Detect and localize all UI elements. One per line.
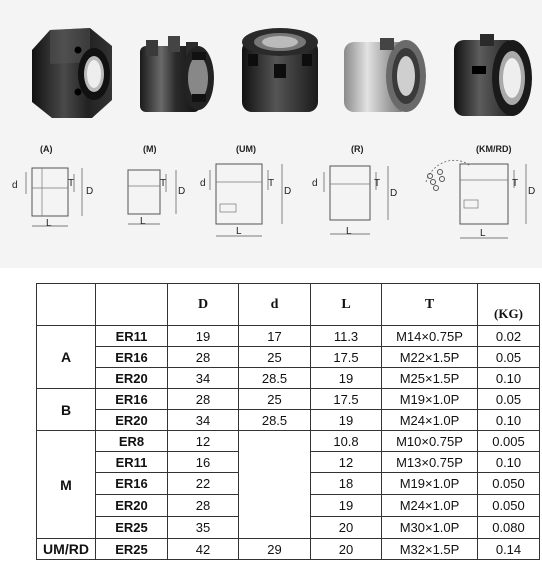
dim-t-label: T bbox=[268, 178, 275, 189]
weight-cell: 0.10 bbox=[478, 452, 540, 473]
length-cell: 18 bbox=[311, 473, 382, 495]
model-cell: ER20 bbox=[96, 495, 168, 517]
outer-diameter-cell: 12 bbox=[168, 431, 239, 452]
length-cell: 19 bbox=[311, 410, 382, 431]
drawing-r bbox=[310, 156, 400, 246]
header-thread: T bbox=[382, 284, 478, 326]
drawing-a bbox=[10, 158, 100, 236]
nut-photo-a bbox=[28, 22, 116, 122]
nut-photo-um bbox=[236, 24, 324, 120]
table-row bbox=[37, 431, 540, 452]
table-row bbox=[37, 539, 540, 560]
weight-cell: 0.05 bbox=[478, 389, 540, 410]
drawing-um bbox=[198, 156, 298, 246]
length-cell: 17.5 bbox=[311, 389, 382, 410]
inner-diameter-cell: 28.5 bbox=[239, 410, 311, 431]
drawing-km bbox=[420, 152, 536, 248]
model-cell: ER16 bbox=[96, 473, 168, 495]
inner-diameter-cell bbox=[239, 431, 311, 539]
inner-diameter-cell: 28.5 bbox=[239, 368, 311, 389]
length-cell: 20 bbox=[311, 517, 382, 539]
outer-diameter-cell: 35 bbox=[168, 517, 239, 539]
nut-photo-r bbox=[340, 30, 430, 118]
group-label: UM/RD bbox=[37, 539, 96, 560]
model-cell: ER25 bbox=[96, 517, 168, 539]
inner-diameter-cell: 17 bbox=[239, 326, 311, 347]
dim-big-d-label: D bbox=[390, 188, 398, 199]
length-cell: 19 bbox=[311, 495, 382, 517]
dim-t-label: T bbox=[160, 178, 167, 189]
dim-l-label: L bbox=[480, 228, 486, 239]
outer-diameter-cell: 19 bbox=[168, 326, 239, 347]
dim-l-label: L bbox=[236, 226, 242, 237]
dim-l-label: L bbox=[140, 216, 146, 227]
group-label: M bbox=[37, 431, 96, 539]
header-group bbox=[37, 284, 96, 326]
thread-cell: M30×1.0P bbox=[382, 517, 478, 539]
length-cell: 20 bbox=[311, 539, 382, 560]
weight-cell: 0.10 bbox=[478, 410, 540, 431]
dim-t-label: T bbox=[512, 178, 519, 189]
model-cell: ER20 bbox=[96, 410, 168, 431]
outer-diameter-cell: 28 bbox=[168, 347, 239, 368]
outer-diameter-cell: 28 bbox=[168, 389, 239, 410]
length-cell: 17.5 bbox=[311, 347, 382, 368]
table-row bbox=[37, 410, 540, 431]
header-inner-diameter: d bbox=[239, 284, 311, 326]
dim-big-d-label: D bbox=[178, 186, 186, 197]
outer-diameter-cell: 28 bbox=[168, 495, 239, 517]
outer-diameter-cell: 42 bbox=[168, 539, 239, 560]
thread-cell: M25×1.5P bbox=[382, 368, 478, 389]
length-cell: 12 bbox=[311, 452, 382, 473]
dim-d-label: d bbox=[12, 180, 18, 191]
weight-cell: 0.080 bbox=[478, 517, 540, 539]
inner-diameter-cell: 25 bbox=[239, 389, 311, 410]
length-cell: 10.8 bbox=[311, 431, 382, 452]
table-row bbox=[37, 368, 540, 389]
thread-cell: M32×1.5P bbox=[382, 539, 478, 560]
thread-cell: M22×1.5P bbox=[382, 347, 478, 368]
thread-cell: M14×0.75P bbox=[382, 326, 478, 347]
thread-cell: M19×1.0P bbox=[382, 473, 478, 495]
weight-cell: 0.005 bbox=[478, 431, 540, 452]
model-cell: ER20 bbox=[96, 368, 168, 389]
dim-d-label: d bbox=[200, 178, 206, 189]
dim-big-d-label: D bbox=[284, 186, 292, 197]
outer-diameter-cell: 34 bbox=[168, 368, 239, 389]
weight-cell: 0.050 bbox=[478, 473, 540, 495]
weight-cell: 0.02 bbox=[478, 326, 540, 347]
dim-t-label: T bbox=[374, 178, 381, 189]
type-label-m: (M) bbox=[143, 144, 157, 154]
length-cell: 19 bbox=[311, 368, 382, 389]
dim-t-label: T bbox=[68, 178, 75, 189]
table-row bbox=[37, 389, 540, 410]
model-cell: ER16 bbox=[96, 347, 168, 368]
dim-big-d-label: D bbox=[528, 186, 536, 197]
drawing-m bbox=[110, 158, 200, 236]
header-length: L bbox=[311, 284, 382, 326]
table-header-row bbox=[37, 284, 540, 326]
thread-cell: M24×1.0P bbox=[382, 410, 478, 431]
inner-diameter-cell: 29 bbox=[239, 539, 311, 560]
weight-cell: 0.14 bbox=[478, 539, 540, 560]
thread-cell: M13×0.75P bbox=[382, 452, 478, 473]
header-model bbox=[96, 284, 168, 326]
header-weight: (KG) bbox=[478, 284, 540, 326]
dim-d-label: d bbox=[312, 178, 318, 189]
group-label: A bbox=[37, 326, 96, 389]
type-label-um: (UM) bbox=[236, 144, 256, 154]
dim-l-label: L bbox=[346, 226, 352, 237]
table-row bbox=[37, 347, 540, 368]
spec-table bbox=[36, 283, 540, 560]
product-illustrations bbox=[0, 0, 542, 268]
thread-cell: M24×1.0P bbox=[382, 495, 478, 517]
nut-photo-m bbox=[134, 32, 218, 118]
weight-cell: 0.05 bbox=[478, 347, 540, 368]
weight-cell: 0.10 bbox=[478, 368, 540, 389]
model-cell: ER11 bbox=[96, 452, 168, 473]
outer-diameter-cell: 22 bbox=[168, 473, 239, 495]
outer-diameter-cell: 16 bbox=[168, 452, 239, 473]
model-cell: ER25 bbox=[96, 539, 168, 560]
model-cell: ER11 bbox=[96, 326, 168, 347]
group-label: B bbox=[37, 389, 96, 431]
dim-big-d-label: D bbox=[86, 186, 94, 197]
outer-diameter-cell: 34 bbox=[168, 410, 239, 431]
inner-diameter-cell: 25 bbox=[239, 347, 311, 368]
thread-cell: M19×1.0P bbox=[382, 389, 478, 410]
table-row bbox=[37, 326, 540, 347]
weight-cell: 0.050 bbox=[478, 495, 540, 517]
nut-photo-km bbox=[450, 30, 536, 122]
type-label-km: (KM/RD) bbox=[476, 144, 512, 154]
header-outer-diameter: D bbox=[168, 284, 239, 326]
dim-l-label: L bbox=[46, 218, 52, 229]
type-label-a: (A) bbox=[40, 144, 53, 154]
type-label-r: (R) bbox=[351, 144, 364, 154]
model-cell: ER16 bbox=[96, 389, 168, 410]
length-cell: 11.3 bbox=[311, 326, 382, 347]
thread-cell: M10×0.75P bbox=[382, 431, 478, 452]
model-cell: ER8 bbox=[96, 431, 168, 452]
